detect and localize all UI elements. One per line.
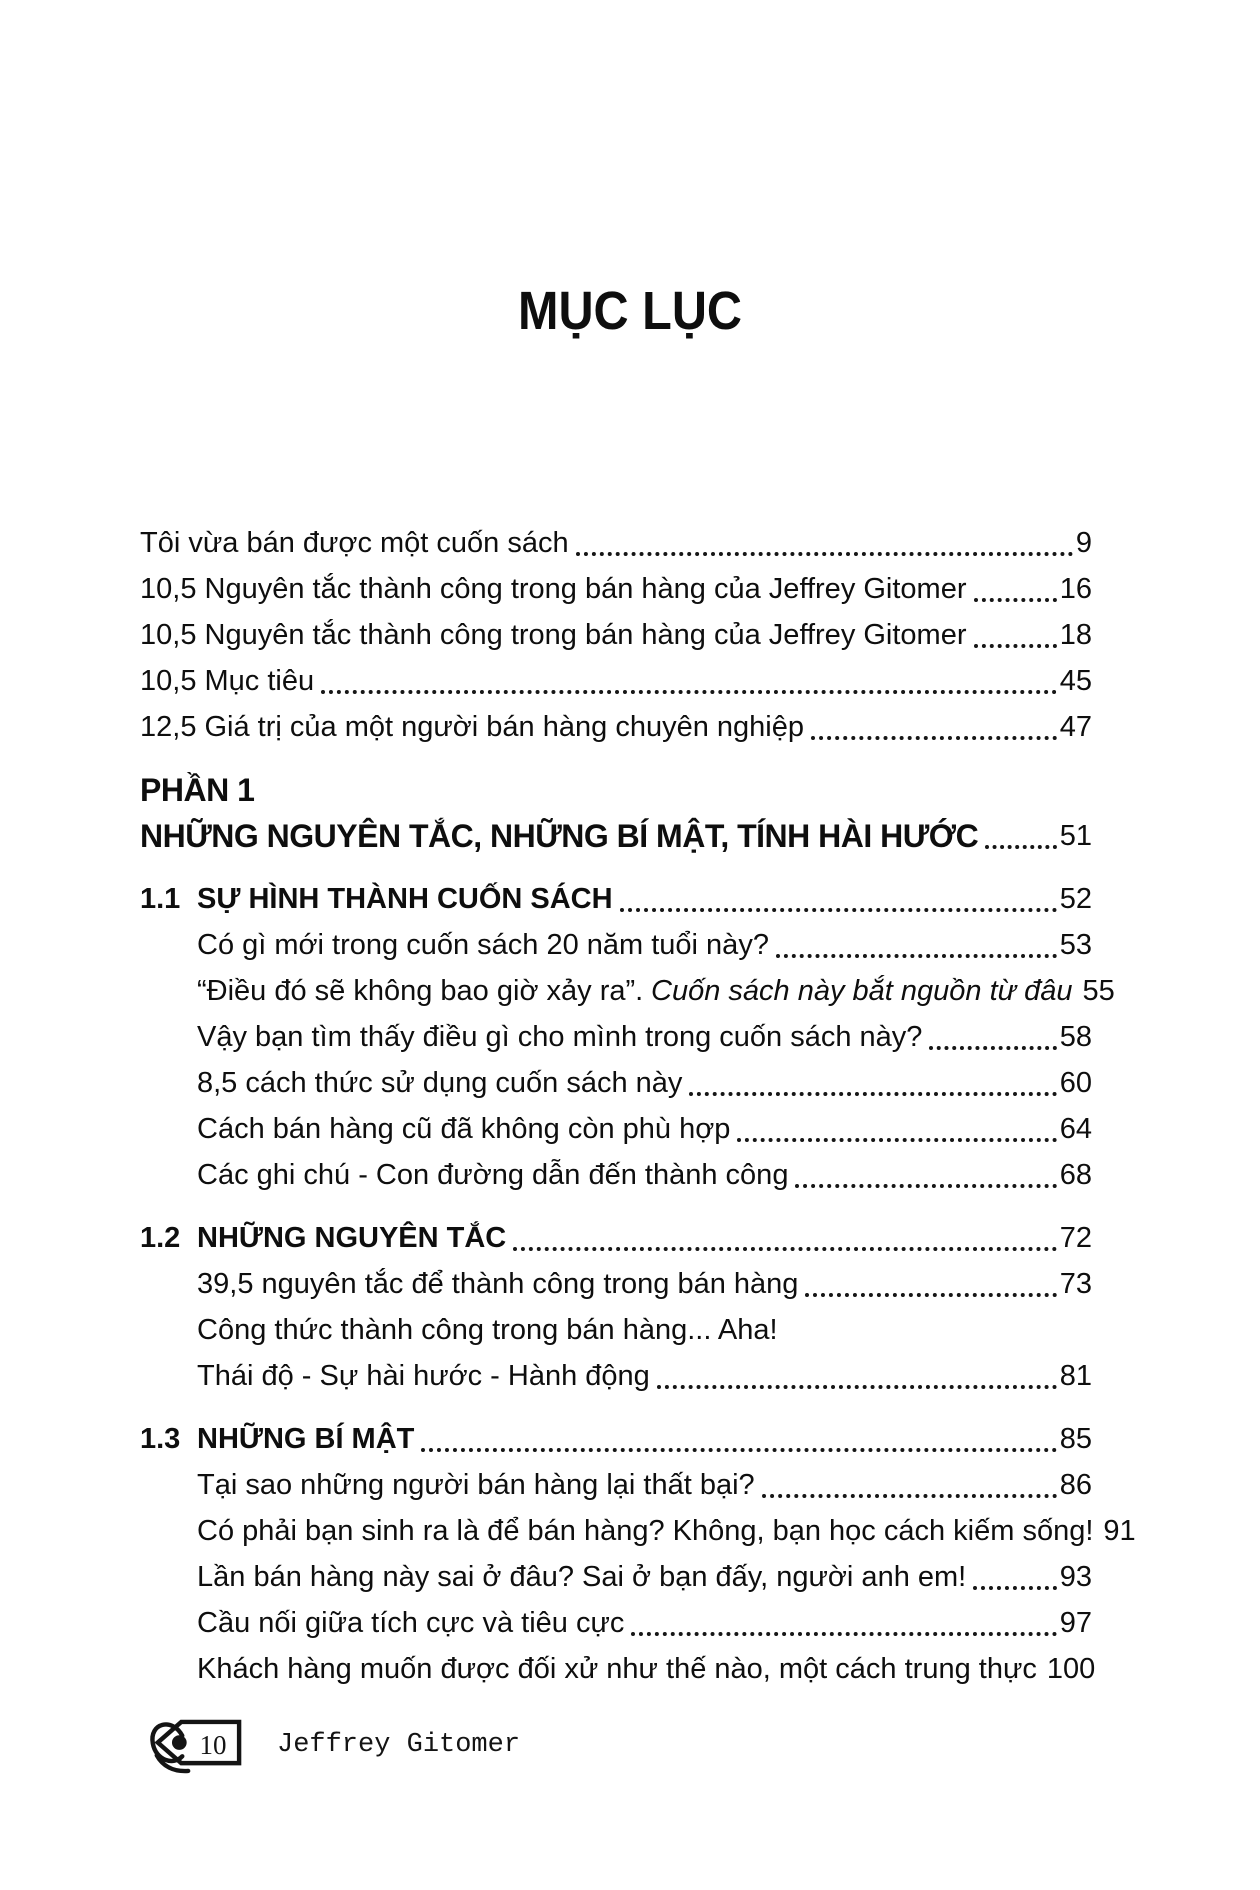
entry-page-number: 64 bbox=[1059, 1113, 1092, 1145]
dot-leader bbox=[321, 658, 1057, 704]
toc-entry-row bbox=[140, 1508, 1136, 1554]
entry-text: Thái độ - Sự hài hước - Hành động bbox=[197, 1360, 650, 1392]
section-title: SỰ HÌNH THÀNH CUỐN SÁCH bbox=[197, 883, 613, 915]
entry-page-number: 53 bbox=[1059, 929, 1092, 961]
entry-page-number: 86 bbox=[1059, 1469, 1092, 1501]
toc-entry-row bbox=[140, 612, 1092, 658]
section-number: 1.1 bbox=[140, 883, 181, 915]
section-heading-row bbox=[140, 1215, 1092, 1261]
entry-text: Các ghi chú - Con đường dẫn đến thành công bbox=[197, 1159, 789, 1191]
toc-entry-row bbox=[140, 1600, 1092, 1646]
entry-text: Công thức thành công trong bán hàng... Aha! bbox=[197, 1314, 778, 1346]
entry-text: Có phải bạn sinh ra là để bán hàng? Không, bạn học cách kiếm sống! bbox=[197, 1515, 1094, 1547]
entry-page-number: 73 bbox=[1059, 1268, 1092, 1300]
entry-page-number: 58 bbox=[1059, 1021, 1092, 1053]
entry-text: Có gì mới trong cuốn sách 20 năm tuổi này? bbox=[197, 929, 769, 961]
entry-text-italic: Cuốn sách này bắt nguồn từ đâu bbox=[651, 975, 1073, 1007]
dot-leader bbox=[929, 1014, 1056, 1060]
page-title: MỤC LỤC bbox=[517, 281, 743, 341]
dot-leader bbox=[657, 1353, 1057, 1399]
entry-page-number: 55 bbox=[1082, 975, 1115, 1007]
section-title: NHỮNG BÍ MẬT bbox=[197, 1423, 415, 1455]
toc-entry-row bbox=[140, 1261, 1092, 1307]
entry-text: Lần bán hàng này sai ở đâu? Sai ở bạn đấy, người anh em! bbox=[197, 1561, 967, 1593]
entry-page-number: 45 bbox=[1059, 665, 1092, 697]
toc-entry-row bbox=[140, 1353, 1092, 1399]
entry-page-number: 97 bbox=[1059, 1607, 1092, 1639]
dot-leader bbox=[513, 1215, 1057, 1261]
entry-page-number: 85 bbox=[1059, 1423, 1092, 1455]
toc-entry-row bbox=[140, 1462, 1092, 1508]
dot-leader bbox=[785, 1307, 1089, 1353]
toc-entry-row bbox=[140, 1014, 1092, 1060]
toc-entry-row bbox=[140, 658, 1092, 704]
entry-page-number: 91 bbox=[1103, 1515, 1136, 1547]
entry-text: 39,5 nguyên tắc để thành công trong bán hàng bbox=[197, 1268, 799, 1300]
section-heading-row bbox=[140, 876, 1092, 922]
section-title: NHỮNG NGUYÊN TẮC bbox=[197, 1222, 507, 1254]
dot-leader bbox=[776, 922, 1057, 968]
table-of-contents bbox=[140, 520, 1136, 1692]
toc-entry-row bbox=[140, 1060, 1092, 1106]
entry-text: Vậy bạn tìm thấy điều gì cho mình trong cuốn sách này? bbox=[197, 1021, 923, 1053]
dot-leader bbox=[576, 520, 1073, 566]
dot-leader bbox=[795, 1152, 1056, 1198]
part-heading bbox=[140, 767, 1092, 859]
toc-entry-row bbox=[140, 1307, 1092, 1353]
toc-entry-row bbox=[140, 1646, 1096, 1692]
front-entries bbox=[140, 520, 1092, 750]
entry-text: 10,5 Mục tiêu bbox=[140, 665, 315, 697]
entry-page-number: 9 bbox=[1075, 527, 1092, 559]
part-title-row bbox=[140, 813, 1092, 859]
dot-leader bbox=[631, 1600, 1056, 1646]
dot-leader bbox=[762, 1462, 1057, 1508]
entry-text: 8,5 cách thức sử dụng cuốn sách này bbox=[197, 1067, 683, 1099]
dot-leader bbox=[974, 612, 1057, 658]
footer-page-number: 10 bbox=[199, 1730, 227, 1760]
entry-page-number: 68 bbox=[1059, 1159, 1092, 1191]
entry-text: Tại sao những người bán hàng lại thất bại? bbox=[197, 1469, 755, 1501]
toc-entry-row bbox=[140, 520, 1092, 566]
toc-entry-row bbox=[140, 922, 1092, 968]
entry-text: 12,5 Giá trị của một người bán hàng chuyên nghiệp bbox=[140, 711, 804, 743]
footer-author: Jeffrey Gitomer bbox=[277, 1730, 521, 1760]
entry-page-number: 16 bbox=[1059, 573, 1092, 605]
entry-text: 10,5 Nguyên tắc thành công trong bán hàng của Jeffrey Gitomer bbox=[140, 619, 967, 651]
toc-entry-row bbox=[140, 1106, 1092, 1152]
part-title: NHỮNG NGUYÊN TẮC, NHỮNG BÍ MẬT, TÍNH HÀI HƯỚC bbox=[140, 818, 979, 854]
entry-text: 10,5 Nguyên tắc thành công trong bán hàng của Jeffrey Gitomer bbox=[140, 573, 967, 605]
entry-page-number: 47 bbox=[1059, 711, 1092, 743]
entry-page-number: 81 bbox=[1059, 1360, 1092, 1392]
toc-entry-row bbox=[140, 1152, 1092, 1198]
section-number: 1.2 bbox=[140, 1222, 181, 1254]
dot-leader bbox=[737, 1106, 1056, 1152]
entry-page-number: 52 bbox=[1059, 883, 1092, 915]
dot-leader bbox=[689, 1060, 1056, 1106]
entry-text: Tôi vừa bán được một cuốn sách bbox=[140, 527, 569, 559]
part-label: PHẦN 1 bbox=[140, 772, 255, 808]
entry-page-number: 100 bbox=[1046, 1653, 1096, 1685]
section-heading-row bbox=[140, 1416, 1092, 1462]
footer bbox=[146, 1716, 520, 1774]
dot-leader bbox=[620, 876, 1057, 922]
entry-page-number: 51 bbox=[1059, 820, 1092, 852]
dot-leader bbox=[974, 566, 1057, 612]
entry-page-number: 72 bbox=[1059, 1222, 1092, 1254]
entry-page-number: 60 bbox=[1059, 1067, 1092, 1099]
toc-entry-row bbox=[140, 566, 1092, 612]
dot-leader bbox=[811, 704, 1057, 750]
toc-entry-row bbox=[140, 968, 1115, 1014]
page-number-tag-icon bbox=[146, 1716, 244, 1774]
dot-leader bbox=[805, 1261, 1056, 1307]
dot-leader bbox=[985, 813, 1057, 859]
entry-text: “Điều đó sẽ không bao giờ xảy ra”. Cuốn sách này bắt nguồn từ đâu bbox=[197, 975, 1073, 1007]
toc-entry-row bbox=[140, 704, 1092, 750]
dot-leader bbox=[421, 1416, 1056, 1462]
dot-leader bbox=[973, 1554, 1057, 1600]
entry-page-number: 18 bbox=[1059, 619, 1092, 651]
toc-entry-row bbox=[140, 1554, 1092, 1600]
section-number: 1.3 bbox=[140, 1423, 181, 1455]
entry-text: Khách hàng muốn được đối xử như thế nào, một cách trung thực bbox=[197, 1653, 1037, 1685]
entry-text: Cầu nối giữa tích cực và tiêu cực bbox=[197, 1607, 625, 1639]
entry-text: Cách bán hàng cũ đã không còn phù hợp bbox=[197, 1113, 731, 1145]
section-1-3 bbox=[140, 1416, 1136, 1692]
section-1-2 bbox=[140, 1215, 1092, 1399]
entry-page-number: 93 bbox=[1059, 1561, 1092, 1593]
section-1-1 bbox=[140, 876, 1115, 1198]
